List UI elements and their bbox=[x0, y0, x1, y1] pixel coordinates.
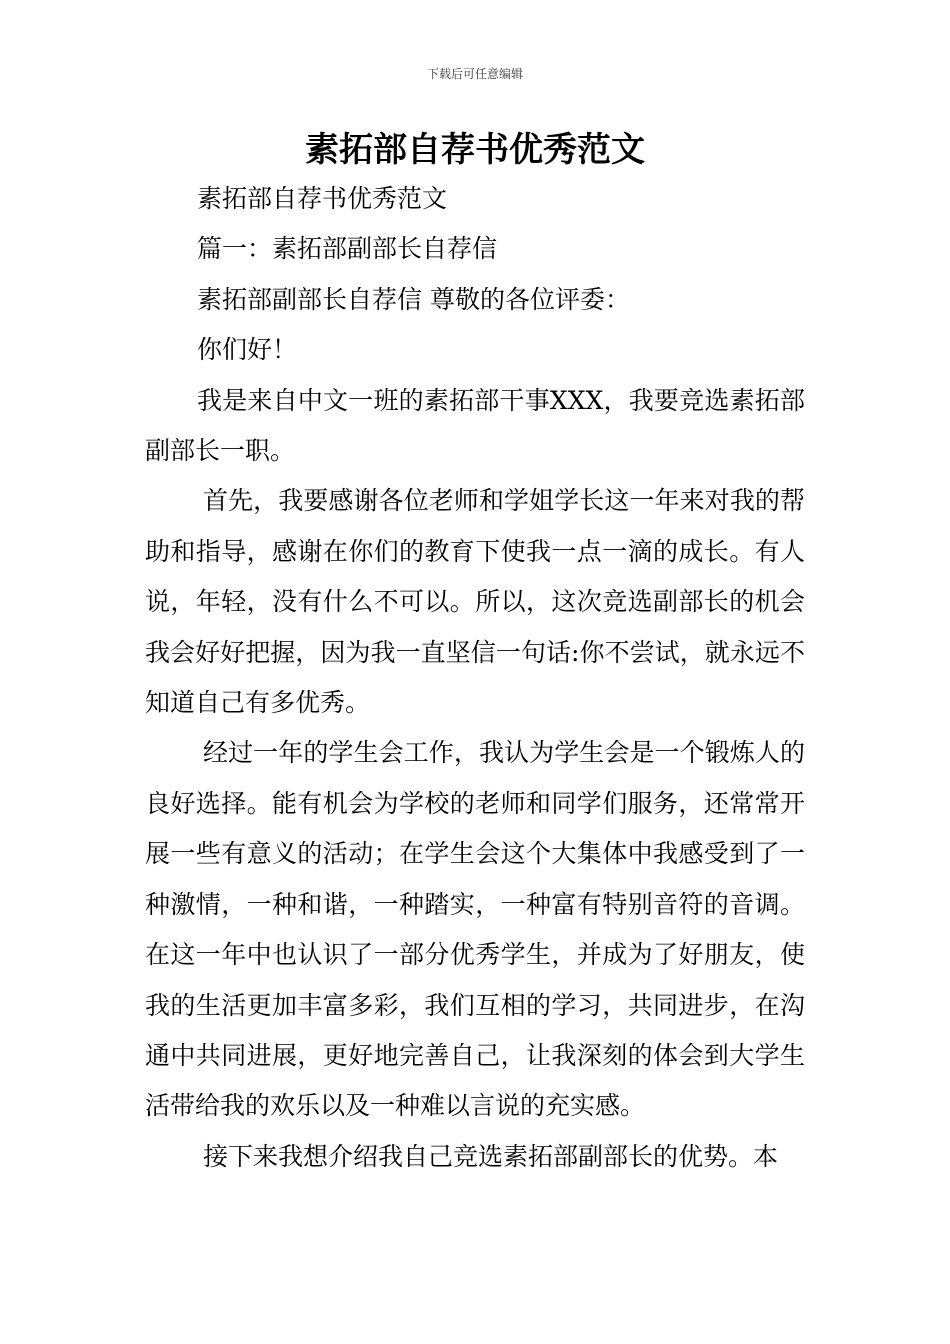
paragraph-greeting: 你们好！ bbox=[197, 335, 298, 365]
header-note: 下载后可任意编辑 bbox=[426, 67, 523, 81]
document-title: 素拓部自荐书优秀范文 bbox=[305, 130, 645, 170]
document-body bbox=[145, 174, 805, 1182]
paragraph-section-heading: 篇一：素拓部副部长自荐信 bbox=[197, 234, 498, 264]
paragraph-letter-heading: 素拓部副部长自荐信 尊敬的各位评委： bbox=[197, 284, 630, 314]
paragraph-advantages: 接下来我想介绍我自己竞选素拓部副部长的优势。本 bbox=[203, 1141, 779, 1171]
paragraph-thanks: 首先，我要感谢各位老师和学姐学长这一年来对我的帮助和指导，感谢在你们的教育下使我一点一滴的成长。有人说，年轻，没有什么不可以。所以，这次竞选副部长的机会我会好好把握，因为我一直坚信一句话:你不尝试，就永远不知道自己有多优秀。 bbox=[145, 486, 805, 718]
paragraph-introduction: 我是来自中文一班的素拓部干事XXX，我要竞选素拓部副部长一职。 bbox=[145, 385, 805, 466]
paragraph-subtitle: 素拓部自荐书优秀范文 bbox=[197, 184, 448, 213]
paragraph-experience: 经过一年的学生会工作，我认为学生会是一个锻炼人的良好选择。能有机会为学校的老师和同学们服务，还常常开展一些有意义的活动；在学生会这个大集体中我感受到了一种激情，一种和谐，一种踏实，一种富有特别音符的音调。在这一年中也认识了一部分优秀学生，并成为了好朋友，使我的生活更加丰富多彩，我们互相的学习，共同进步，在沟通中共同进展，更好地完善自己，让我深刻的体会到大学生活带给我的欢乐以及一种难以言说的充实感。 bbox=[145, 738, 805, 1121]
